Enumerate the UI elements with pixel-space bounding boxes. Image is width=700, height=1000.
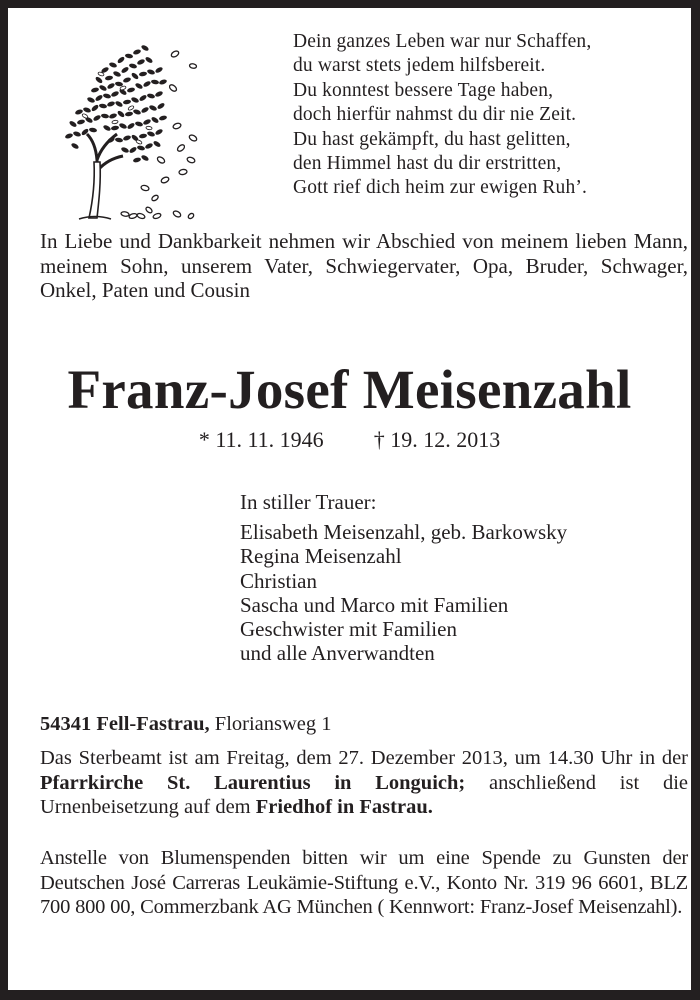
life-dates [8,426,691,454]
mourner-name: Sascha und Marco mit Familien [240,592,509,617]
windblown-tree-icon [65,30,205,225]
poem-line: Dein ganzes Leben war nur Schaffen, [293,31,592,52]
service-text-2: anschließend ist die Urnenbeisetzung auf dem [40,771,688,819]
obituary-notice [8,8,691,990]
poem-line: du warst stets jedem hilfsbereit. [293,55,546,77]
birth-date: * 11. 11. 1946 [198,427,324,452]
deceased-name: Franz-Josef Meisenzahl [67,359,632,420]
address-street: Floriansweg 1 [209,713,332,735]
mourner-name: Regina Meisenzahl [240,544,402,569]
death-date: † 19. 12. 2013 [373,427,501,452]
poem-line: Du hast gekämpft, du hast gelitten, [293,128,571,150]
mourner-name: Elisabeth Meisenzahl, geb. Barkowsky [240,520,568,545]
mourner-name: Christian [240,568,317,593]
mourners-title: In stiller Trauer: [240,490,377,514]
mourners-list [240,490,680,665]
poem-line: doch hierfür nahmst du dir nie Zeit. [293,104,577,126]
farewell-intro-text: In Liebe und Dankbarkeit nehmen wir Abschied von meinem lieben Mann, meinem Sohn, unserem Vater, Schwiegervater, Opa, Bruder, Schwager, Onkel, Paten und Cousin [40,229,688,303]
poem-line: Gott rief dich heim zur ewigen Ruh’. [293,177,588,199]
donation-request: Anstelle von Blumenspenden bitten wir um eine Spende zu Gunsten der Deutschen José Carreras Leukämie-Stiftung e.V., Konto Nr. 319 96 6601, BLZ 700 800 00, Commerzbank AG München ( Kennwort: Franz-Josef Meisenzahl). [40,847,688,919]
funeral-service-info [40,746,688,820]
service-church: Pfarrkirche St. Laurentius in Longuich; [40,771,466,794]
mourner-name: Geschwister mit Familien [240,617,457,642]
family-address [40,712,688,736]
memorial-poem [293,30,693,201]
service-text: Das Sterbeamt ist am Freitag, dem 27. Dezember 2013, um 14.30 Uhr in der [40,747,688,769]
service-cemetery: Friedhof in Fastrau. [255,796,433,819]
mourner-name: und alle Anverwandten [240,641,435,666]
poem-line: Du konntest bessere Tage haben, [293,79,554,101]
address-postal-city: 54341 Fell-Fastrau, [40,713,210,735]
poem-line: den Himmel hast du dir erstritten, [293,153,562,175]
